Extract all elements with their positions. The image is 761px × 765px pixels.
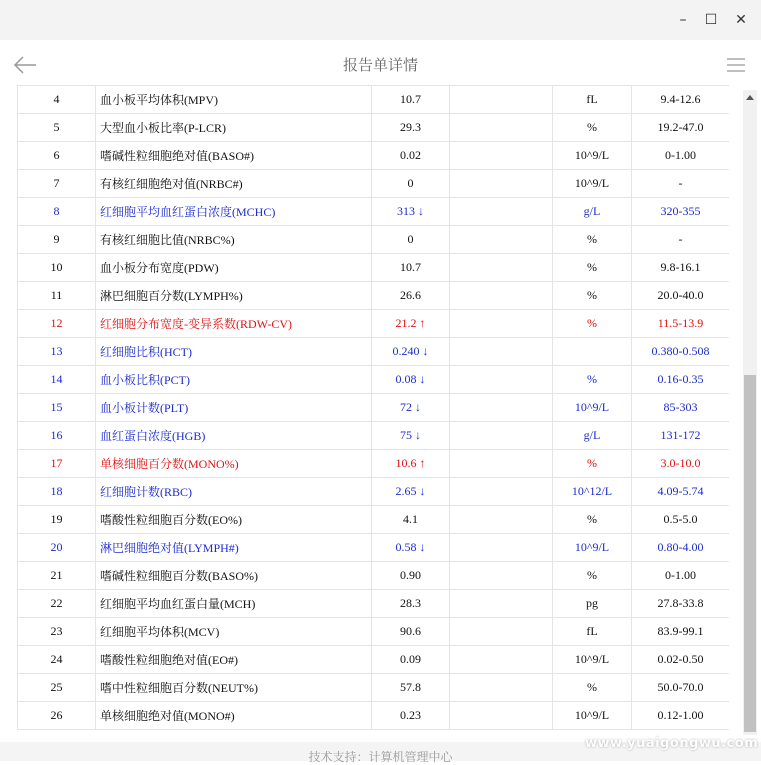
result-value-cell: 29.3 <box>372 114 450 142</box>
empty-cell-cell <box>450 702 553 730</box>
row-number-cell: 15 <box>18 394 96 422</box>
row-number-cell: 9 <box>18 226 96 254</box>
empty-cell-cell <box>450 366 553 394</box>
result-value-cell: 72 ↓ <box>372 394 450 422</box>
unit-cell: 10^12/L <box>553 478 632 506</box>
table-row <box>18 618 730 646</box>
row-number-cell: 26 <box>18 702 96 730</box>
row-number-cell: 20 <box>18 534 96 562</box>
unit-cell: % <box>553 674 632 702</box>
reference-range-cell: 85-303 <box>632 394 730 422</box>
table-row <box>18 338 730 366</box>
unit-cell <box>553 338 632 366</box>
page-title: 报告单详情 <box>342 56 418 74</box>
item-name-cell: 红细胞比积(HCT) <box>96 338 372 366</box>
unit-cell: 10^9/L <box>553 142 632 170</box>
row-number-cell: 5 <box>18 114 96 142</box>
row-number-cell: 8 <box>18 198 96 226</box>
reference-range-cell: 9.4-12.6 <box>632 86 730 114</box>
unit-cell: g/L <box>553 422 632 450</box>
empty-cell-cell <box>450 394 553 422</box>
unit-cell: pg <box>553 590 632 618</box>
table-row <box>18 198 730 226</box>
reference-range-cell: 3.0-10.0 <box>632 450 730 478</box>
unit-cell: % <box>553 226 632 254</box>
reference-range-cell: 20.0-40.0 <box>632 282 730 310</box>
result-value-cell: 0.02 <box>372 142 450 170</box>
result-value-cell: 313 ↓ <box>372 198 450 226</box>
unit-cell: % <box>553 506 632 534</box>
row-number-cell: 12 <box>18 310 96 338</box>
reference-range-cell: 0.02-0.50 <box>632 646 730 674</box>
result-value-cell: 75 ↓ <box>372 422 450 450</box>
report-table <box>17 85 729 730</box>
result-value-cell: 0.09 <box>372 646 450 674</box>
item-name-cell: 血红蛋白浓度(HGB) <box>96 422 372 450</box>
result-value-cell: 2.65 ↓ <box>372 478 450 506</box>
empty-cell-cell <box>450 170 553 198</box>
row-number-cell: 22 <box>18 590 96 618</box>
report-content <box>17 85 729 730</box>
result-value-cell: 0 <box>372 226 450 254</box>
table-row <box>18 534 730 562</box>
table-row <box>18 506 730 534</box>
empty-cell-cell <box>450 142 553 170</box>
empty-cell-cell <box>450 478 553 506</box>
result-value-cell: 10.6 ↑ <box>372 450 450 478</box>
unit-cell: % <box>553 450 632 478</box>
table-row <box>18 422 730 450</box>
item-name-cell: 红细胞分布宽度-变异系数(RDW-CV) <box>96 310 372 338</box>
item-name-cell: 红细胞平均血红蛋白量(MCH) <box>96 590 372 618</box>
table-row <box>18 646 730 674</box>
footer-text: 技术支持：计算机管理中心 <box>308 750 453 764</box>
empty-cell-cell <box>450 86 553 114</box>
table-row <box>18 702 730 730</box>
unit-cell: 10^9/L <box>553 534 632 562</box>
unit-cell: 10^9/L <box>553 394 632 422</box>
item-name-cell: 嗜碱性粒细胞绝对值(BASO#) <box>96 142 372 170</box>
unit-cell: g/L <box>553 198 632 226</box>
unit-cell: 10^9/L <box>553 702 632 730</box>
row-number-cell: 17 <box>18 450 96 478</box>
reference-range-cell: 0.16-0.35 <box>632 366 730 394</box>
table-row <box>18 282 730 310</box>
reference-range-cell: - <box>632 226 730 254</box>
empty-cell-cell <box>450 226 553 254</box>
reference-range-cell: 83.9-99.1 <box>632 618 730 646</box>
table-row <box>18 254 730 282</box>
empty-cell-cell <box>450 198 553 226</box>
empty-cell-cell <box>450 674 553 702</box>
result-value-cell: 4.1 <box>372 506 450 534</box>
reference-range-cell: 0-1.00 <box>632 142 730 170</box>
reference-range-cell: 9.8-16.1 <box>632 254 730 282</box>
unit-cell: % <box>553 366 632 394</box>
item-name-cell: 嗜酸性粒细胞百分数(EO%) <box>96 506 372 534</box>
unit-cell: 10^9/L <box>553 170 632 198</box>
hamburger-menu-icon[interactable] <box>726 56 746 74</box>
empty-cell-cell <box>450 282 553 310</box>
scroll-up-arrow-icon[interactable] <box>743 90 757 106</box>
reference-range-cell: 131-172 <box>632 422 730 450</box>
result-value-cell: 0.240 ↓ <box>372 338 450 366</box>
row-number-cell: 13 <box>18 338 96 366</box>
item-name-cell: 淋巴细胞绝对值(LYMPH#) <box>96 534 372 562</box>
report-table-body <box>18 86 730 730</box>
reference-range-cell: 0.380-0.508 <box>632 338 730 366</box>
empty-cell-cell <box>450 590 553 618</box>
item-name-cell: 有核红细胞绝对值(NRBC#) <box>96 170 372 198</box>
empty-cell-cell <box>450 618 553 646</box>
item-name-cell: 单核细胞百分数(MONO%) <box>96 450 372 478</box>
item-name-cell: 血小板计数(PLT) <box>96 394 372 422</box>
unit-cell: fL <box>553 618 632 646</box>
item-name-cell: 红细胞平均血红蛋白浓度(MCHC) <box>96 198 372 226</box>
row-number-cell: 7 <box>18 170 96 198</box>
item-name-cell: 红细胞平均体积(MCV) <box>96 618 372 646</box>
reference-range-cell: 4.09-5.74 <box>632 478 730 506</box>
reference-range-cell: 0.5-5.0 <box>632 506 730 534</box>
result-value-cell: 10.7 <box>372 86 450 114</box>
result-value-cell: 0 <box>372 170 450 198</box>
result-value-cell: 57.8 <box>372 674 450 702</box>
unit-cell: % <box>553 114 632 142</box>
row-number-cell: 19 <box>18 506 96 534</box>
row-number-cell: 25 <box>18 674 96 702</box>
unit-cell: 10^9/L <box>553 646 632 674</box>
item-name-cell: 单核细胞绝对值(MONO#) <box>96 702 372 730</box>
table-row <box>18 310 730 338</box>
unit-cell: fL <box>553 86 632 114</box>
empty-cell-cell <box>450 338 553 366</box>
item-name-cell: 嗜碱性粒细胞百分数(BASO%) <box>96 562 372 590</box>
item-name-cell: 有核红细胞比值(NRBC%) <box>96 226 372 254</box>
table-row <box>18 478 730 506</box>
empty-cell-cell <box>450 646 553 674</box>
result-value-cell: 90.6 <box>372 618 450 646</box>
unit-cell: % <box>553 282 632 310</box>
reference-range-cell: 11.5-13.9 <box>632 310 730 338</box>
result-value-cell: 0.58 ↓ <box>372 534 450 562</box>
result-value-cell: 0.23 <box>372 702 450 730</box>
table-row <box>18 366 730 394</box>
item-name-cell: 嗜酸性粒细胞绝对值(EO#) <box>96 646 372 674</box>
row-number-cell: 11 <box>18 282 96 310</box>
empty-cell-cell <box>450 506 553 534</box>
row-number-cell: 10 <box>18 254 96 282</box>
reference-range-cell: 0.12-1.00 <box>632 702 730 730</box>
unit-cell: % <box>553 562 632 590</box>
row-number-cell: 18 <box>18 478 96 506</box>
result-value-cell: 28.3 <box>372 590 450 618</box>
row-number-cell: 24 <box>18 646 96 674</box>
empty-cell-cell <box>450 534 553 562</box>
table-row <box>18 86 730 114</box>
item-name-cell: 红细胞计数(RBC) <box>96 478 372 506</box>
close-button[interactable]: ✕ <box>735 12 747 28</box>
scrollbar-thumb[interactable] <box>744 375 756 732</box>
reference-range-cell: 50.0-70.0 <box>632 674 730 702</box>
result-value-cell: 26.6 <box>372 282 450 310</box>
empty-cell-cell <box>450 310 553 338</box>
unit-cell: % <box>553 310 632 338</box>
item-name-cell: 大型血小板比率(P-LCR) <box>96 114 372 142</box>
empty-cell-cell <box>450 114 553 142</box>
empty-cell-cell <box>450 562 553 590</box>
table-row <box>18 170 730 198</box>
table-row <box>18 450 730 478</box>
unit-cell: % <box>553 254 632 282</box>
table-row <box>18 226 730 254</box>
reference-range-cell: 27.8-33.8 <box>632 590 730 618</box>
row-number-cell: 6 <box>18 142 96 170</box>
app-header <box>0 40 761 90</box>
item-name-cell: 血小板比积(PCT) <box>96 366 372 394</box>
watermark-text: www.yuaigongwu.com <box>585 736 759 751</box>
reference-range-cell: 0.80-4.00 <box>632 534 730 562</box>
window-titlebar <box>0 0 761 40</box>
row-number-cell: 23 <box>18 618 96 646</box>
result-value-cell: 21.2 ↑ <box>372 310 450 338</box>
result-value-cell: 0.90 <box>372 562 450 590</box>
reference-range-cell: 320-355 <box>632 198 730 226</box>
table-row <box>18 394 730 422</box>
reference-range-cell: 0-1.00 <box>632 562 730 590</box>
item-name-cell: 血小板分布宽度(PDW) <box>96 254 372 282</box>
item-name-cell: 血小板平均体积(MPV) <box>96 86 372 114</box>
table-row <box>18 562 730 590</box>
reference-range-cell: 19.2-47.0 <box>632 114 730 142</box>
table-row <box>18 590 730 618</box>
maximize-button[interactable]: ☐ <box>704 12 718 28</box>
reference-range-cell: - <box>632 170 730 198</box>
item-name-cell: 淋巴细胞百分数(LYMPH%) <box>96 282 372 310</box>
empty-cell-cell <box>450 450 553 478</box>
vertical-scrollbar[interactable] <box>743 90 757 735</box>
table-row <box>18 114 730 142</box>
table-row <box>18 674 730 702</box>
table-row <box>18 142 730 170</box>
item-name-cell: 嗜中性粒细胞百分数(NEUT%) <box>96 674 372 702</box>
row-number-cell: 16 <box>18 422 96 450</box>
result-value-cell: 10.7 <box>372 254 450 282</box>
row-number-cell: 21 <box>18 562 96 590</box>
row-number-cell: 14 <box>18 366 96 394</box>
row-number-cell: 4 <box>18 86 96 114</box>
empty-cell-cell <box>450 422 553 450</box>
minimize-button[interactable]: – <box>679 12 687 28</box>
empty-cell-cell <box>450 254 553 282</box>
result-value-cell: 0.08 ↓ <box>372 366 450 394</box>
